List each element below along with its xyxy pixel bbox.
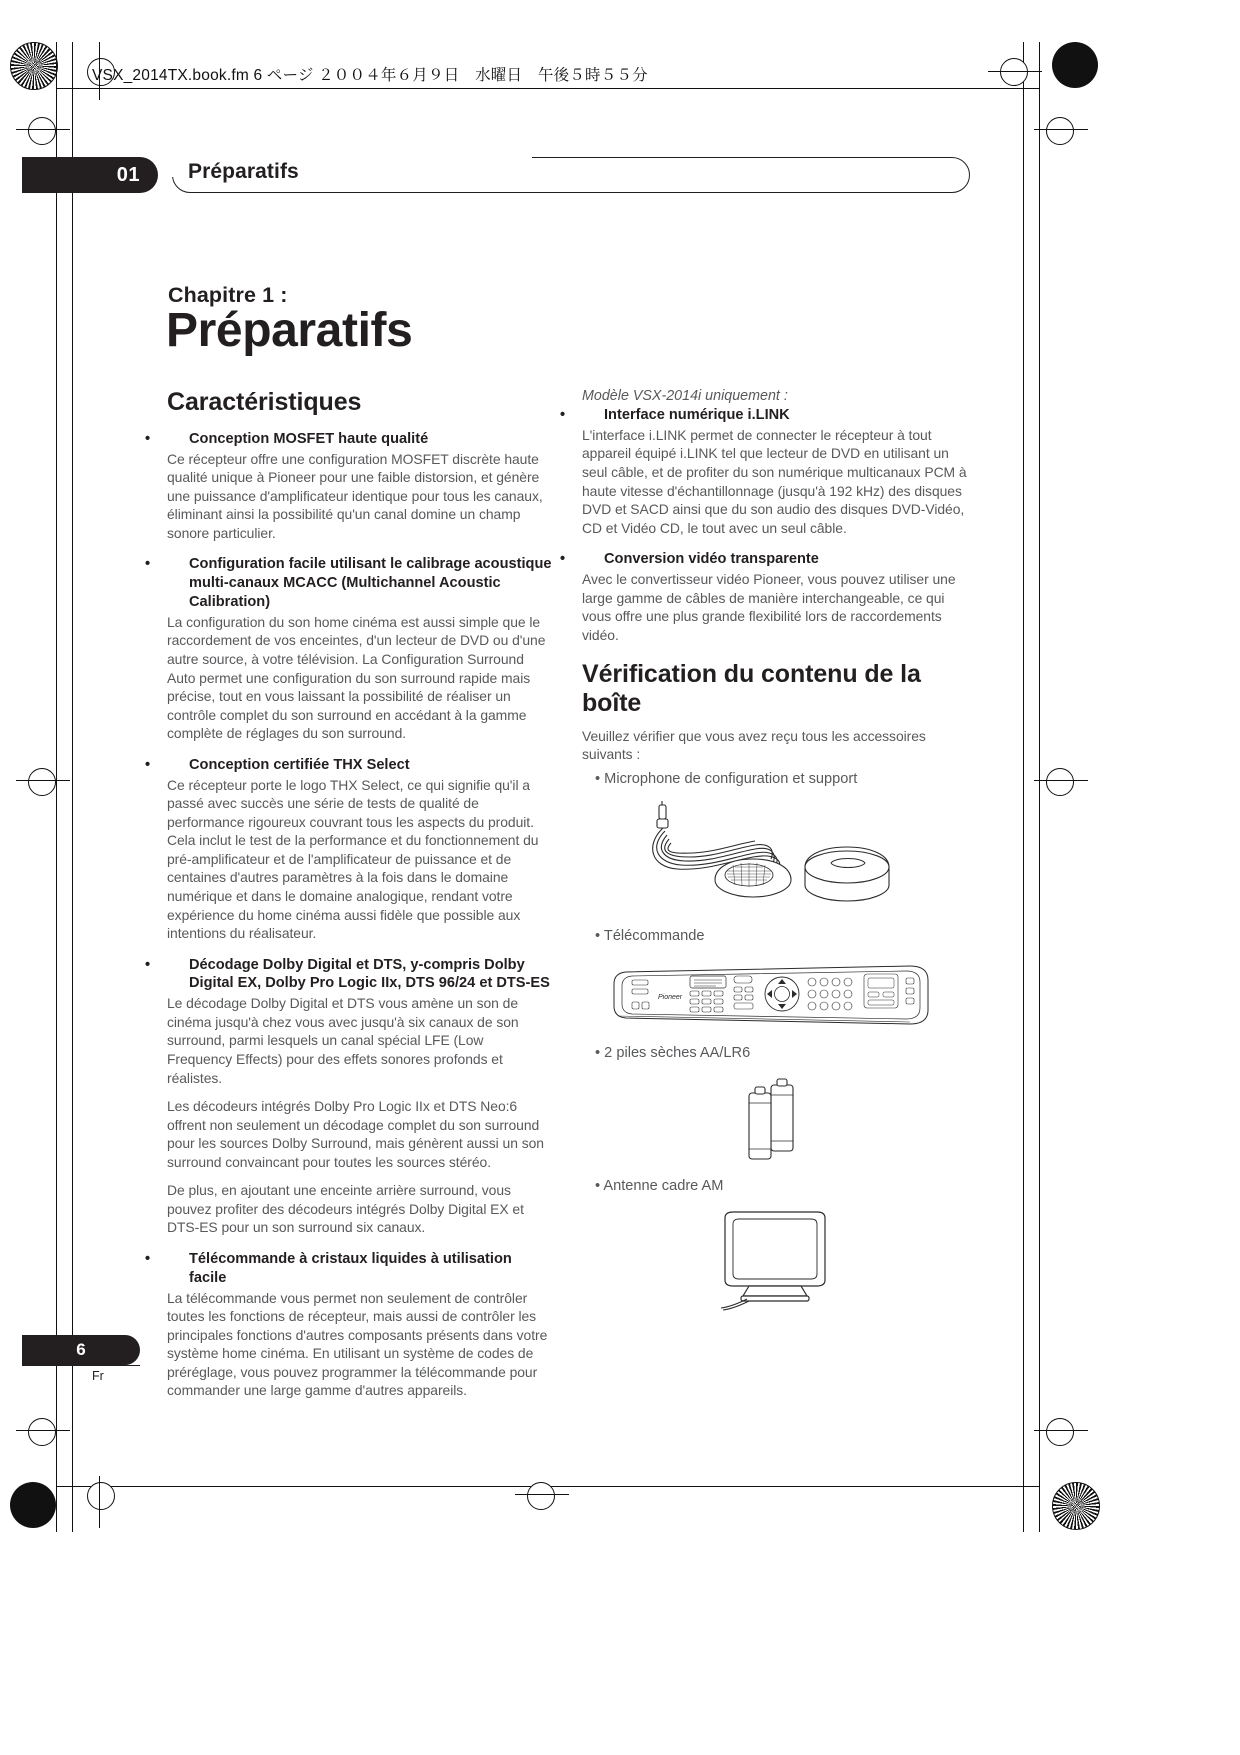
crop-frame-left-outer [56, 42, 57, 1532]
accessory-label: Antenne cadre AM [603, 1177, 724, 1194]
illustration-batteries [582, 1071, 967, 1167]
crop-frame-top [56, 88, 1040, 89]
feature-heading-dolby [145, 956, 552, 994]
dash-bullet-icon: • [595, 1177, 601, 1194]
illustration-microphone-and-stand [582, 797, 967, 917]
feature-body-ilink: L'interface i.LINK permet de connecter le récepteur à tout appareil équipé i.LINK tel que lecteur de DVD en utilisant un seul câble, et de profiter du son numérique multicanaux PCM à haute vitesse d'échantillonnage (jusqu'à 192 kHz) des disques DVD et SACD ainsi que du son audio des disques DVD-Vidéo, CD et Vidéo CD, le tout avec un seul câble. [582, 426, 967, 536]
registration-target-bottom-right-cross [1034, 1430, 1088, 1431]
page-language-code: Fr [92, 1369, 104, 1383]
illustration-remote-control [582, 954, 967, 1034]
feature-body-mosfet: Ce récepteur offre une configuration MOSFET discrète haute qualité unique à Pioneer pour une faible distorsion, et génère une puissance d'amplificateur identique pour tous les canaux, éliminant ainsi la possibilité qu'un canal domine un champ sonore particulier. [167, 450, 543, 541]
feature-heading-ilink [560, 406, 967, 425]
registration-target-right-center [1046, 768, 1074, 796]
section-heading-caracteristiques: Caractéristiques [167, 388, 362, 416]
registration-target-left-mid-cross [16, 780, 70, 781]
registration-target-bottom-2-cross [99, 1476, 100, 1528]
accessory-label: Microphone de configuration et support [604, 770, 858, 787]
left-column [145, 388, 552, 1410]
crop-frame-right-outer [1039, 42, 1040, 1532]
feature-heading-video-conversion [560, 550, 967, 569]
feature-body-dolby-3: De plus, en ajoutant une enceinte arrière surround, vous pouvez profiter des décodeurs intégrés Dolby Digital EX et DTS-ES pour un son surround six canaux. [167, 1182, 524, 1236]
registration-target-right-top-cross [988, 71, 1042, 72]
feature-heading-text: Configuration facile utilisant le calibrage acoustique multi-canaux MCACC (Multichannel Acoustic Calibration) [189, 556, 552, 610]
dash-bullet-icon: • [595, 927, 601, 944]
model-note: Modèle VSX-2014i uniquement : [582, 388, 788, 404]
registration-burst-top-left [10, 42, 58, 90]
registration-target-right-mid [1046, 117, 1074, 145]
feature-heading-text: Conversion vidéo transparente [604, 551, 819, 568]
registration-target-right-mid-cross [1034, 129, 1088, 130]
page-number-badge: 6 [22, 1335, 140, 1365]
registration-target-right-center-cross [1034, 780, 1088, 781]
bullet-glyph-icon: • [560, 407, 566, 423]
feature-heading-text: Décodage Dolby Digital et DTS, y-compris Dolby Digital EX, Dolby Pro Logic IIx, DTS 96/24 et DTS-ES [189, 956, 550, 992]
chapter-kicker: Chapitre 1 : [168, 283, 288, 307]
section-heading-box-contents: Vérification du contenu de la boîte [582, 660, 921, 717]
accessory-item-batteries [582, 1044, 967, 1063]
registration-target-bottom-left-cross [16, 1430, 70, 1431]
chapter-running-head: Préparatifs [188, 160, 299, 183]
crop-frame-right-inner [1023, 42, 1024, 1532]
bullet-glyph-icon: • [145, 430, 151, 447]
feature-body-video-conversion: Avec le convertisseur vidéo Pioneer, vous pouvez utiliser une large gamme de câbles de manière interchangeable, ce qui vous offre une plus grande flexibilité lors de raccordements vidéo. [582, 571, 956, 643]
feature-body-mcacc: La configuration du son home cinéma est aussi simple que le raccordement de vos enceintes, d'un lecteur de DVD ou d'une autre source, à votre télévision. La Configuration Surround Auto permet une configuration du son surround rapide mais précise, tout en vous laissant la possibilité de réaliser un contrôle complet du son surround en accédant à la gamme complète de réglages du son surround. [167, 613, 546, 742]
feature-heading-mcacc [145, 555, 552, 611]
book-file-header: VSX_2014TX.book.fm 6 ページ ２００４年６月９日 水曜日 午後５時５５分 [92, 67, 648, 84]
accessory-item-remote [582, 927, 967, 946]
accessory-item-am-antenna [582, 1177, 967, 1196]
accessory-item-microphone [582, 770, 967, 789]
registration-target-bottom-right [1046, 1418, 1074, 1446]
crop-frame-left-inner [72, 42, 73, 1532]
registration-target-bottom-center-cross [515, 1494, 569, 1495]
dash-bullet-icon: • [595, 1044, 601, 1061]
feature-heading-thx [145, 756, 552, 775]
registration-target-left [28, 117, 56, 145]
remote-brand-label: Pioneer [657, 993, 682, 1001]
bullet-glyph-icon: • [560, 551, 566, 568]
registration-target-bottom-2 [87, 1482, 115, 1510]
feature-heading-text: Interface numérique i.LINK [604, 407, 790, 423]
registration-target-bottom-center [527, 1482, 555, 1510]
box-contents-intro: Veuillez vérifier que vous avez reçu tous les accessoires suivants : [582, 727, 926, 763]
footer-rule [22, 1365, 140, 1366]
bullet-glyph-icon: • [145, 556, 151, 573]
feature-heading-remote [145, 1250, 552, 1288]
registration-target-left-cross [16, 129, 70, 130]
page-title: Préparatifs [166, 304, 413, 357]
feature-heading-mosfet [145, 430, 552, 449]
dash-bullet-icon: • [595, 770, 601, 787]
registration-dot-bottom-left [10, 1482, 56, 1528]
feature-heading-text: Conception certifiée THX Select [189, 756, 410, 773]
accessory-label: Télécommande [603, 927, 705, 944]
feature-body-dolby-1: Le décodage Dolby Digital et DTS vous amène un son de cinéma jusqu'à chez vous avec jusqu'à six canaux de son surround, parmi lesquels un canal spécial LFE (Low Frequency Effects) pour des effets sonores profonds et réalistes. [167, 995, 519, 1086]
registration-burst-bottom-right [1052, 1482, 1100, 1530]
registration-dot-top-right [1052, 42, 1098, 88]
bullet-glyph-icon: • [145, 956, 151, 973]
feature-heading-text: Télécommande à cristaux liquides à utilisation facile [189, 1251, 512, 1286]
feature-body-thx: Ce récepteur porte le logo THX Select, ce qui signifie qu'il a passé avec succès une série de tests de qualité de performance rigoureux couvrant tous les aspects du produit. Cela inclut le test de la performance et du fonctionnement du pré-amplificateur et de l'amplificateur de puissance et de centaines d'autres paramètres à la fois dans le domaine numérique et dans le domaine analogique, rendant votre expérience du home cinéma aussi fidèle que possible aux intentions du réalisateur. [167, 776, 539, 942]
feature-body-dolby-2: Les décodeurs intégrés Dolby Pro Logic IIx et DTS Neo:6 offrent non seulement un décodage complet du son surround pour les sources Dolby Surround, mais génèrent aussi un son surround convaincant pour toutes les sources stéréo. [167, 1098, 544, 1170]
accessory-label: 2 piles sèches AA/LR6 [604, 1044, 751, 1061]
feature-body-remote: La télécommande vous permet non seulement de contrôler toutes les fonctions de récepteur, mais aussi de contrôler les principales fonctions d'autres composants présents dans votre système home cinéma. En utilisant un système de codes de préréglage, vous pouvez programmer la télécommande pour commander une large gamme d'autres appareils. [167, 1289, 548, 1399]
chapter-number-tab: 01 [22, 157, 158, 193]
illustration-am-loop-antenna [582, 1204, 967, 1314]
bullet-glyph-icon: • [145, 1251, 151, 1267]
bullet-glyph-icon: • [145, 756, 151, 773]
registration-target-bottom-left [28, 1418, 56, 1446]
registration-target-left-mid [28, 768, 56, 796]
feature-heading-text: Conception MOSFET haute qualité [189, 430, 429, 447]
right-column [560, 388, 967, 1324]
